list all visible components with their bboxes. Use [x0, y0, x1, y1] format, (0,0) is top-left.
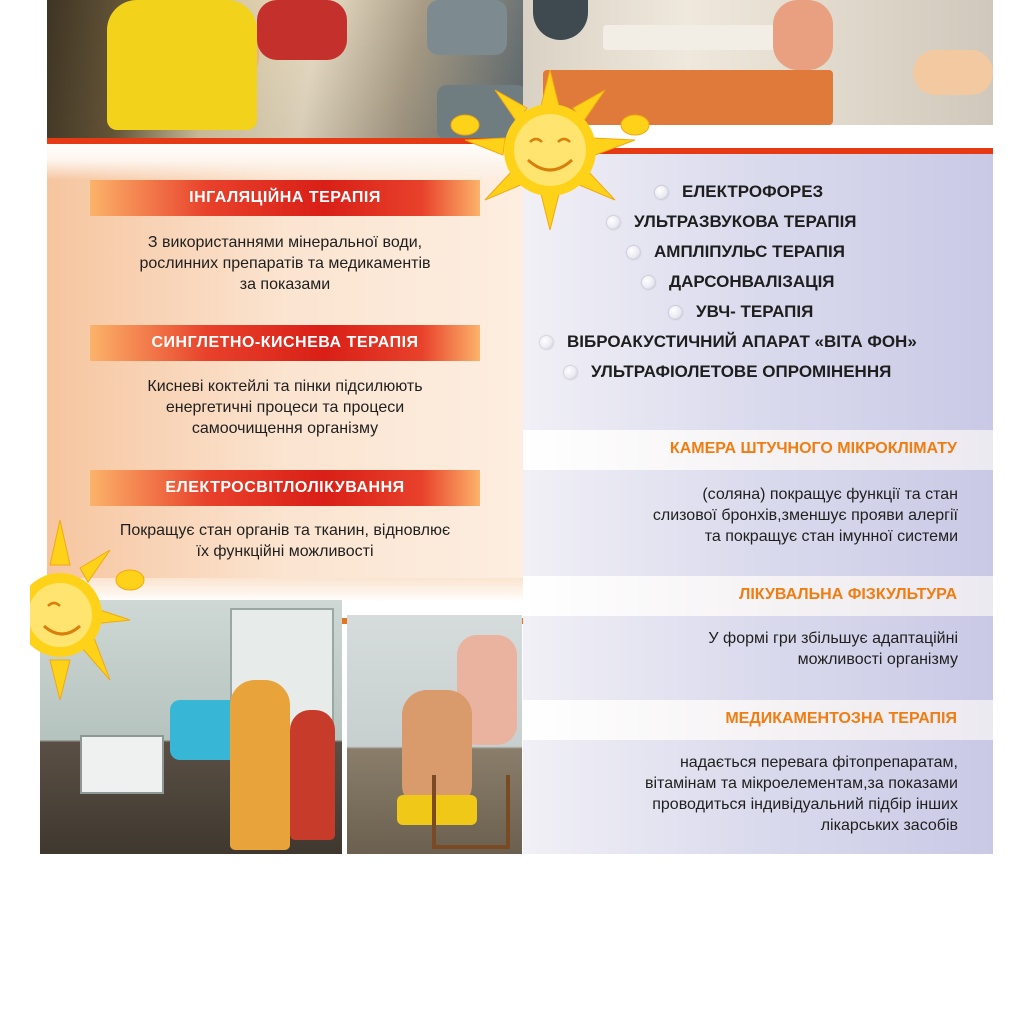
text-line: за показами [239, 276, 331, 293]
bullet-label: ДАРСОНВАЛІЗАЦІЯ [669, 272, 835, 291]
therapy-bullet [655, 182, 823, 202]
section-heading: ЕЛЕКТРОСВІТЛОЛІКУВАННЯ [90, 470, 480, 506]
section-text [708, 628, 958, 670]
text-line: та покращує стан імунної системи [704, 528, 958, 545]
photo-detail [773, 0, 833, 70]
text-line: самоочищення організму [191, 420, 379, 437]
section-band [523, 576, 993, 616]
bullet-icon [642, 276, 655, 289]
text-line: енергетичні процеси та процеси [165, 399, 405, 416]
text-line: можливості організму [797, 651, 958, 668]
text-line: лікарських засобів [820, 817, 958, 834]
section-title: КАМЕРА ШТУЧНОГО МІКРОКЛІМАТУ [669, 440, 957, 457]
bullet-label: ВІБРОАКУСТИЧНИЙ АПАРАТ «ВІТА ФОН» [567, 332, 917, 351]
photo-detail [107, 0, 257, 130]
photo-detail [230, 680, 290, 850]
text-line: рослинних препаратів та медикаментів [139, 255, 431, 272]
bullet-label: УЛЬТРАЗВУКОВА ТЕРАПІЯ [634, 212, 857, 231]
section-heading: СИНГЛЕТНО-КИСНЕВА ТЕРАПІЯ [90, 325, 480, 361]
bullet-label: ЕЛЕКТРОФОРЕЗ [682, 182, 824, 201]
therapy-bullet [669, 302, 813, 322]
photo-detail [257, 0, 347, 60]
text-line: слизової бронхів,зменшує прояви алергії [652, 507, 958, 524]
bullet-icon [564, 366, 577, 379]
text-line: Покращує стан органів та тканин, відновлює [119, 522, 451, 539]
bullet-icon [540, 336, 553, 349]
bullet-label: АМПЛІПУЛЬС ТЕРАПІЯ [654, 242, 845, 261]
bullet-label: УВЧ- ТЕРАПІЯ [696, 302, 814, 321]
photo-detail [427, 0, 507, 55]
text-line: їх функційні можливості [196, 543, 374, 560]
text-line: У формі гри збільшує адаптаційні [708, 630, 958, 647]
photo-detail [913, 50, 993, 95]
text-line: проводиться індивідуальний підбір інших [652, 796, 958, 813]
section-text [645, 752, 958, 836]
section-text [60, 376, 510, 439]
photo-detail [80, 735, 164, 794]
therapy-bullet [540, 332, 917, 352]
photo-detail [533, 0, 588, 40]
text-line: надається перевага фітопрепаратам, [679, 754, 958, 771]
bullet-icon [655, 186, 668, 199]
bullet-label: УЛЬТРАФІОЛЕТОВЕ ОПРОМІНЕННЯ [591, 362, 892, 381]
section-title: ЛІКУВАЛЬНА ФІЗКУЛЬТУРА [739, 586, 957, 603]
text-line: (соляна) покращує функції та стан [702, 486, 958, 503]
section-band [523, 430, 993, 470]
bullet-icon [669, 306, 682, 319]
sun-mascot-icon [30, 520, 150, 700]
section-band [523, 700, 993, 740]
section-text [60, 232, 510, 295]
therapy-bullet [642, 272, 835, 292]
photo-detail [290, 710, 335, 840]
section-title: МЕДИКАМЕНТОЗНА ТЕРАПІЯ [725, 710, 957, 727]
photo-detail [432, 775, 510, 849]
bullet-icon [627, 246, 640, 259]
text-line: З використаннями мінеральної води, [147, 234, 423, 251]
section-heading: ІНГАЛЯЦІЙНА ТЕРАПІЯ [90, 180, 480, 216]
sun-mascot-icon [445, 70, 655, 230]
section-text [653, 484, 958, 547]
photo-boy-therapy-session [347, 615, 522, 854]
text-line: Кисневі коктейлі та пінки підсилюють [147, 378, 423, 395]
therapy-bullet [564, 362, 891, 382]
text-line: вітамінам та мікроелементам,за показами [645, 775, 958, 792]
therapy-bullet [627, 242, 845, 262]
